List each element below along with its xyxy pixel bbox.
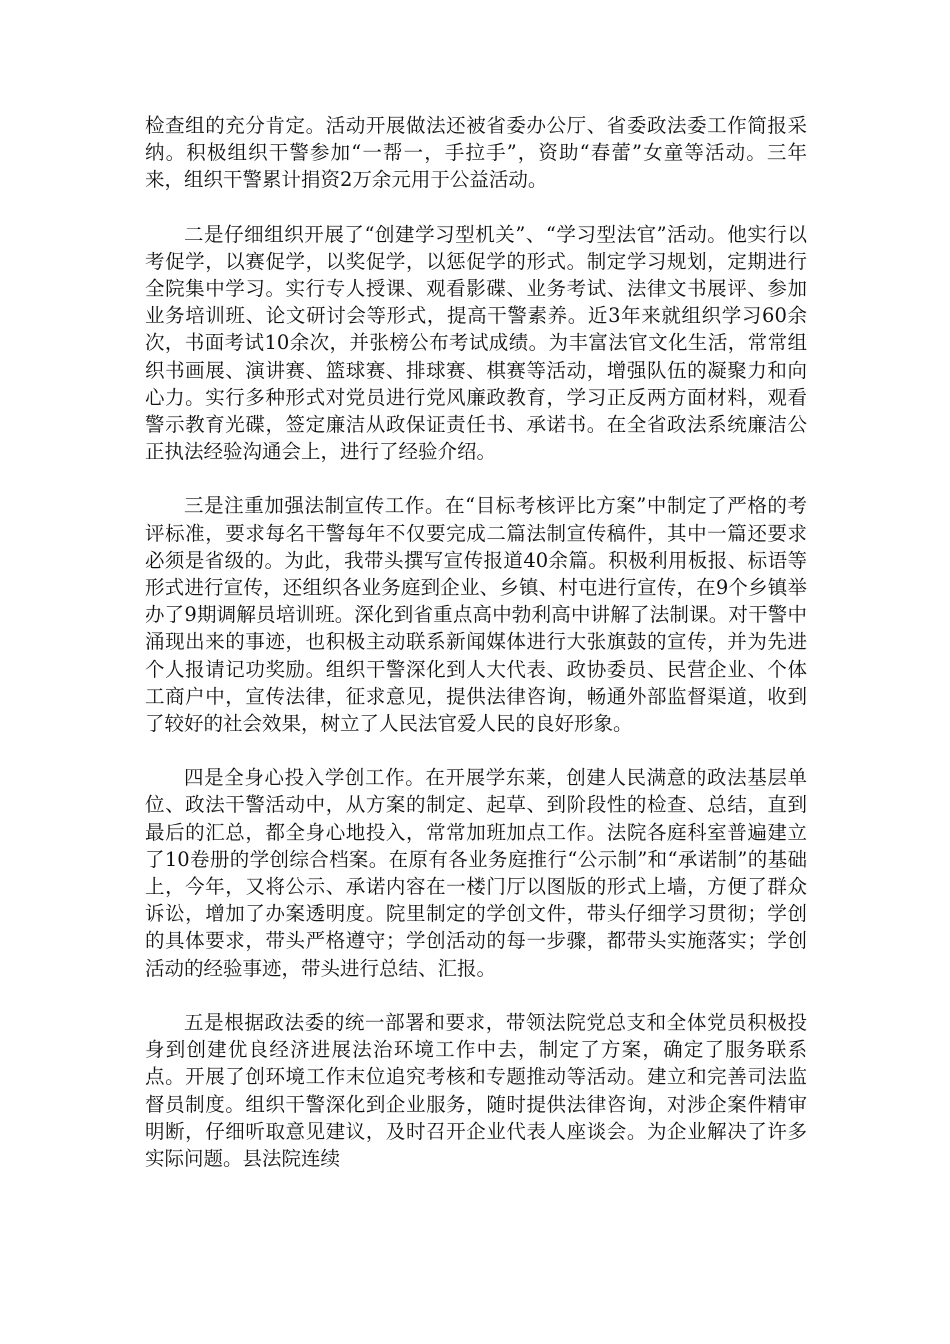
- document-page: [145, 112, 807, 1199]
- paragraph-4: 四是全身心投入学创工作。在开展学东莱，创建人民满意的政法基层单位、政法干警活动中，从方案的制定、起草、到阶段性的检查、总结，直到最后的汇总，都全身心地投入，常常加班加点工作。法院各庭科室普遍建立了10卷册的学创综合档案。在原有各业务庭推行“公示制”和“承诺制”的基础上，今年，又将公示、承诺内容在一楼门厅以图版的形式上墙，方便了群众诉讼，增加了办案透明度。院里制定的学创文件，带头仔细学习贯彻；学创的具体要求，带头严格遵守；学创活动的每一步骤，都带头实施落实；学创活动的经验事迹，带头进行总结、汇报。: [145, 766, 807, 980]
- paragraph-3: 三是注重加强法制宣传工作。在“目标考核评比方案”中制定了严格的考评标准，要求每名干警每年不仅要完成二篇法制宣传稿件，其中一篇还要求必须是省级的。为此，我带头撰写宣传报道40余篇。积极利用板报、标语等形式进行宣传，还组织各业务庭到企业、乡镇、村屯进行宣传，在9个乡镇举办了9期调解员培训班。深化到省重点高中勃利高中讲解了法制课。对干警中涌现出来的事迹，也积极主动联系新闻媒体进行大张旗鼓的宣传，并为先进个人报请记功奖励。组织干警深化到人大代表、政协委员、民营企业、个体工商户中，宣传法律，征求意见，提供法律咨询，畅通外部监督渠道，收到了较好的社会效果，树立了人民法官爱人民的良好形象。: [145, 494, 807, 736]
- paragraph-2: 二是仔细组织开展了“创建学习型机关”、“学习型法官”活动。他实行以考促学，以赛促学，以奖促学，以惩促学的形式。制定学习规划，定期进行全院集中学习。实行专人授课、观看影碟、业务考试、法律文书展评、参加业务培训班、论文研讨会等形式，提高干警素养。近3年来就组织学习60余次，书面考试10余次，并张榜公布考试成绩。为丰富法官文化生活，常常组织书画展、演讲赛、篮球赛、排球赛、棋赛等活动，增强队伍的凝聚力和向心力。实行多种形式对党员进行党风廉政教育，学习正反两方面材料，观看警示教育光碟，签定廉洁从政保证责任书、承诺书。在全省政法系统廉洁公正执法经验沟通会上，进行了经验介绍。: [145, 222, 807, 464]
- paragraph-5: 五是根据政法委的统一部署和要求，带领法院党总支和全体党员积极投身到创建优良经济进展法治环境工作中去，制定了方案，确定了服务联系点。开展了创环境工作末位追究考核和专题推动等活动。建立和完善司法监督员制度。组织干警深化到企业服务，随时提供法律咨询，对涉企案件精审明断，仔细听取意见建议，及时召开企业代表人座谈会。为企业解决了许多实际问题。县法院连续: [145, 1010, 807, 1170]
- paragraph-1: 检查组的充分肯定。活动开展做法还被省委办公厅、省委政法委工作简报采纳。积极组织干警参加“一帮一，手拉手”，资助“春蕾”女童等活动。三年来，组织干警累计捐资2万余元用于公益活动。: [145, 114, 807, 192]
